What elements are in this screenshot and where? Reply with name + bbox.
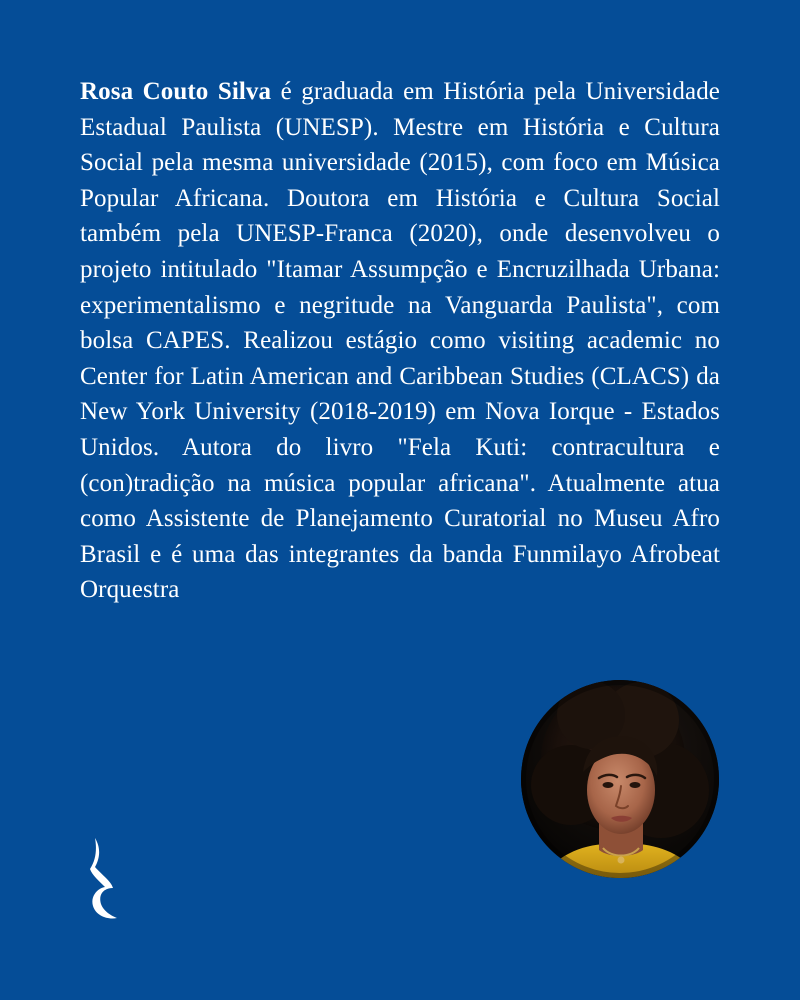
quarter-rest-icon	[86, 836, 124, 920]
author-bio	[80, 74, 720, 608]
author-name: Rosa Couto Silva	[80, 78, 272, 105]
author-portrait-photo	[521, 680, 719, 878]
author-bio-text: é graduada em História pela Universidade Estadual Paulista (UNESP). Mestre em História e Cultura Social pela mesma universidade (2015), com foco em Música Popular Africana. Doutora em História e Cultura Social também pela UNESP-Franca (2020), onde desenvolveu o projeto intitulado "Itamar Assumpção e Encruzilhada Urbana: experimentalismo e negritude na Vanguarda Paulista", com bolsa CAPES. Realizou estágio como visiting academic no Center for Latin American and Caribbean Studies (CLACS) da New York University (2018-2019) em Nova Iorque - Estados Unidos. Autora do livro "Fela Kuti: contracultura e (con)tradição na música popular africana". Atualmente atua como Assistente de Planejamento Curatorial no Museu Afro Brasil e é uma das integrantes da banda Funmilayo Afrobeat Orquestra	[80, 78, 720, 604]
